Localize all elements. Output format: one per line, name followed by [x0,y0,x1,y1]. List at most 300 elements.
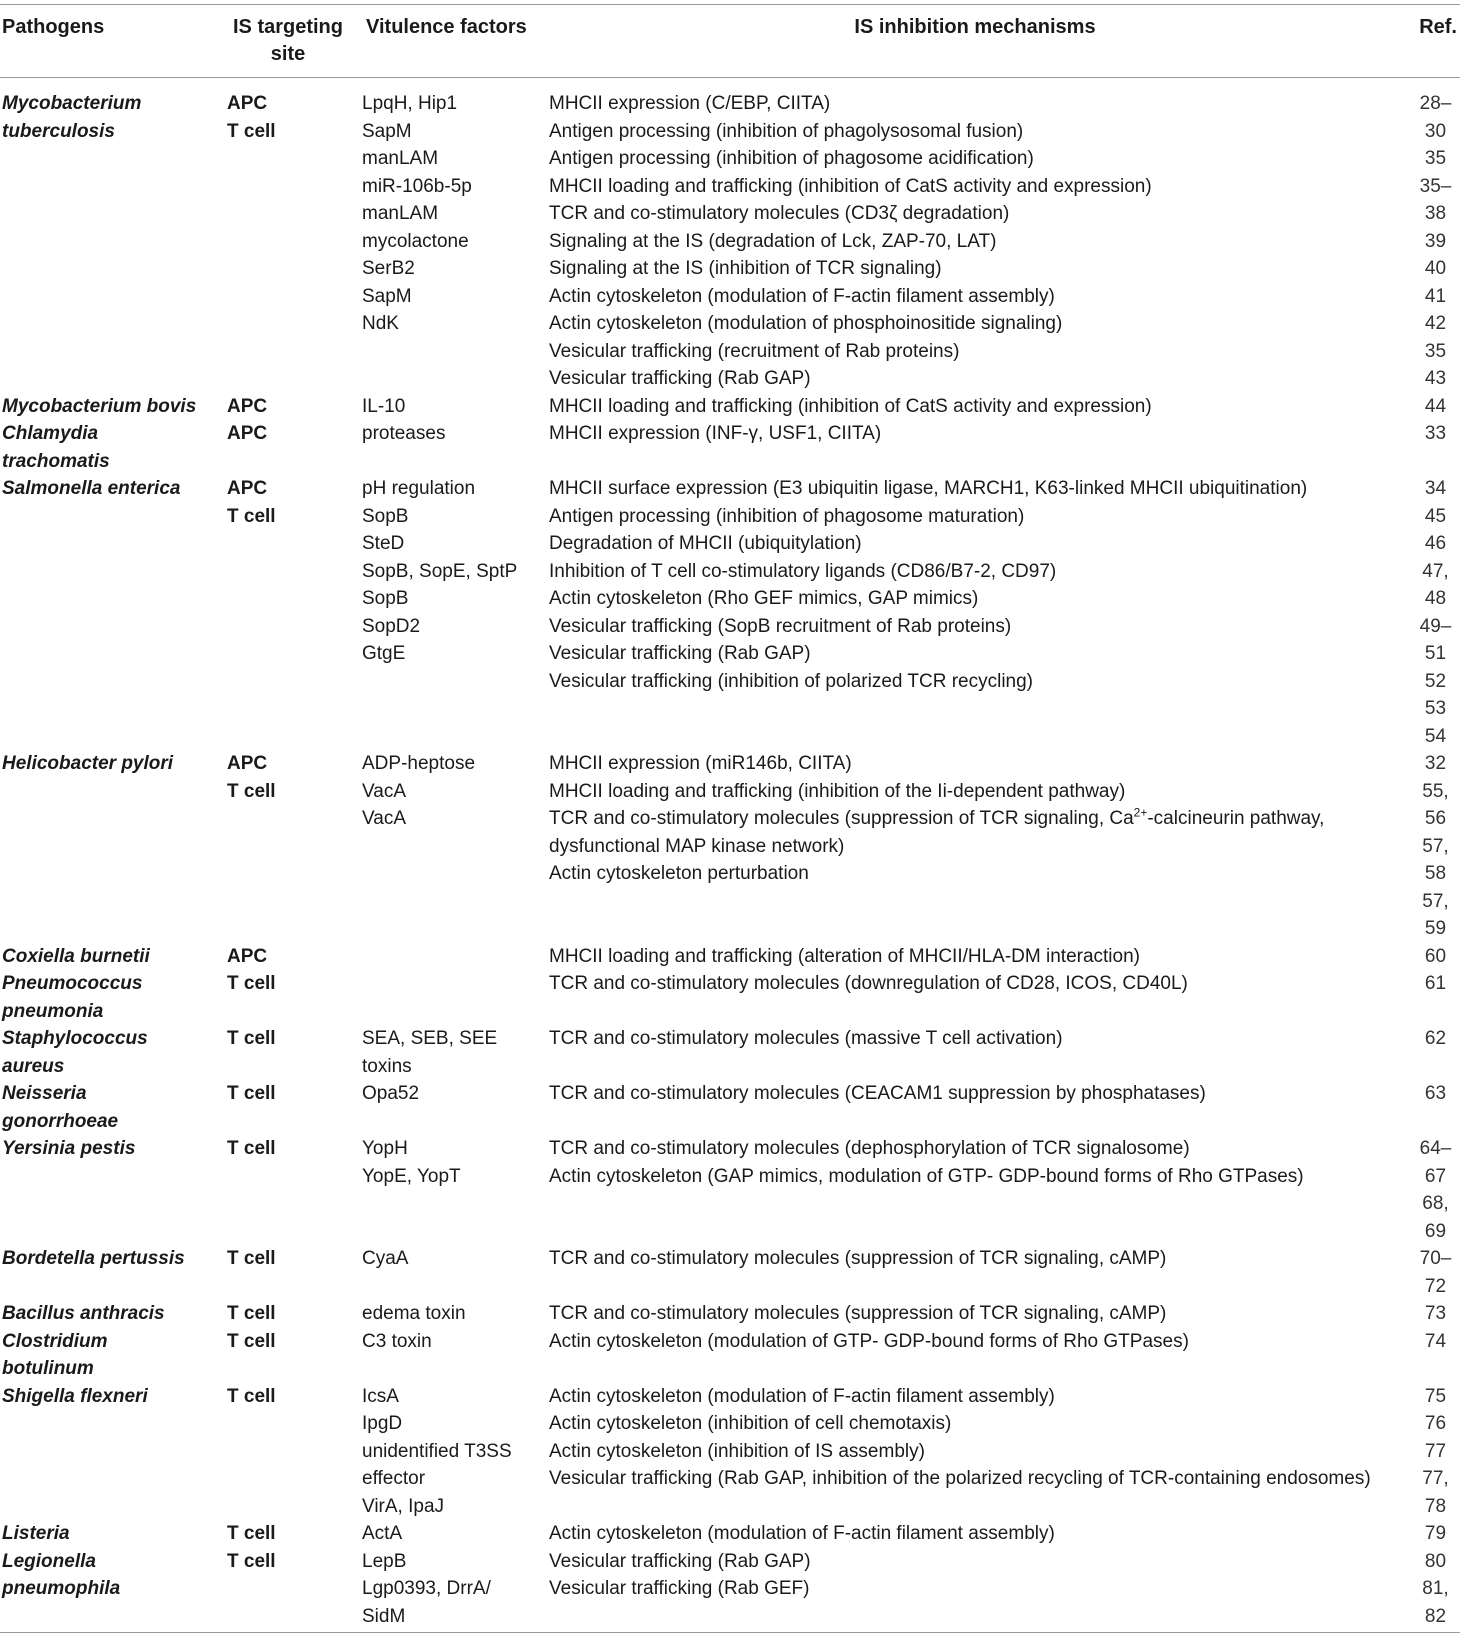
is-site-cell: T cell [227,973,276,994]
is-site-cell: T cell [227,1330,276,1352]
ref-cell: 78 [1424,1495,1447,1517]
pathogen-cell: Pneumococcus [2,973,143,994]
pathogen-cell: Coxiella burnetii [2,945,150,967]
table-row [0,888,1460,916]
pathogen-cell [0,778,227,806]
virulence-factor-cell: LpqH, Hip1 [362,93,458,114]
is-site-cell [227,640,362,668]
table-row [0,255,1460,283]
virulence-factor-cell [362,943,549,971]
ref-cell: 76 [1424,1413,1447,1434]
mechanism-cell: MHCII loading and trafficking (inhibition of CatS activity and expression) [549,175,1152,197]
table-row [0,420,1460,448]
pathogen-cell [0,255,227,283]
mechanism-cell: Vesicular trafficking (Rab GAP) [549,643,811,664]
virulence-factor-cell [362,888,549,916]
ref-cell: 63 [1424,1083,1447,1104]
table-row [0,695,1460,723]
pathogen-cell [0,1603,227,1631]
virulence-factor-cell: manLAM [362,148,439,169]
table-row [0,1383,1460,1411]
is-site-cell [227,173,362,201]
virulence-factor-cell [362,668,549,696]
table-row [0,1163,1460,1191]
virulence-factor-cell: proteases [362,423,446,444]
virulence-factor-cell: ADP-heptose [362,753,476,774]
ref-cell: 40 [1424,258,1447,279]
virulence-factor-cell [362,1355,549,1383]
is-site-cell [227,145,362,173]
table-row [0,723,1460,751]
table-row [0,1465,1460,1493]
pathogen-cell: Bordetella pertussis [2,1248,185,1269]
mechanism-cell [549,448,1411,476]
virulence-factor-cell: manLAM [362,203,439,224]
ref-cell: 57, [1422,890,1449,912]
mechanism-cell: Actin cytoskeleton (inhibition of cell chemotaxis) [549,1413,952,1434]
mechanism-cell: MHCII expression (INF-γ, USF1, CIITA) [549,423,882,444]
mechanism-cell: TCR and co-stimulatory molecules (dephosphorylation of TCR signalosome) [549,1138,1190,1159]
pathogen-cell: tuberculosis [2,120,115,142]
mechanism-text: TCR and co-stimulatory molecules (suppression of TCR signaling, Ca [549,808,1134,829]
is-site-cell [227,1218,362,1246]
pathogen-cell: Salmonella enterica [2,478,181,499]
table-row [0,585,1460,613]
ref-cell: 44 [1424,395,1447,417]
ref-cell: 55, [1422,780,1449,802]
table-row [0,173,1460,201]
table-row [0,1493,1460,1521]
is-site-cell: T cell [227,1385,276,1407]
is-site-cell [227,1190,362,1218]
is-site-cell [227,1438,362,1466]
ref-cell: 35 [1424,148,1447,169]
is-site-cell: T cell [227,1303,276,1324]
virulence-factor-cell: YopE, YopT [362,1165,461,1187]
virulence-factor-cell: GtgE [362,643,406,664]
is-site-cell [227,805,362,833]
table-row [0,1273,1460,1301]
ref-cell: 79 [1424,1523,1447,1544]
pathogen-cell: pneumophila [2,1578,121,1599]
table-row [0,640,1460,668]
pathogen-cell [0,723,227,751]
pathogen-cell [0,805,227,833]
is-site-cell: APC [227,478,268,499]
ref-cell: 72 [1424,1275,1447,1297]
is-site-cell [227,228,362,256]
virulence-factor-cell: Lgp0393, DrrA/ [362,1578,491,1599]
pathogen-cell [0,200,227,228]
mechanism-cell [549,1273,1411,1301]
mechanism-cell: Vesicular trafficking (Rab GEF) [549,1578,810,1599]
virulence-factor-cell: IcsA [362,1385,399,1407]
is-site-cell [227,1355,362,1383]
ref-cell: 67 [1424,1165,1447,1187]
ref-cell: 53 [1424,698,1447,719]
ref-cell: 64– [1419,1138,1452,1159]
pathogen-cell: Mycobacterium [2,93,142,114]
mechanism-text-continued: -calcineurin pathway, [1147,808,1325,829]
is-site-cell: APC [227,395,268,417]
table-row [0,613,1460,641]
virulence-factor-cell: SapM [362,120,412,142]
mechanism-cell: TCR and co-stimulatory molecules (CD3ζ degradation) [549,203,1010,224]
virulence-factor-cell: SopD2 [362,615,421,637]
pathogen-cell: Shigella flexneri [2,1385,148,1407]
mechanism-cell: Actin cytoskeleton perturbation [549,863,809,884]
is-site-cell [227,448,362,476]
pathogen-cell [0,228,227,256]
table-row [0,475,1460,503]
virulence-factor-cell: SopB [362,505,409,527]
mechanism-cell: MHCII loading and trafficking (inhibition of the Ii-dependent pathway) [549,780,1126,802]
virulence-factor-cell: CyaA [362,1248,409,1269]
mechanism-cell: MHCII loading and trafficking (alteration of MHCII/HLA-DM interaction) [549,945,1140,967]
pathogen-cell: Chlamydia [2,423,99,444]
table-row [0,833,1460,861]
pathogen-cell: Mycobacterium bovis [2,395,197,417]
is-site-cell [227,1053,362,1081]
mechanism-cell [549,1190,1411,1218]
table-row [0,1245,1460,1273]
ref-cell: 48 [1424,588,1447,609]
pathogen-cell: Neisseria [2,1083,87,1104]
mechanism-cell [549,805,1411,833]
virulence-factor-cell [362,915,549,943]
virulence-factor-cell: VirA, IpaJ [362,1495,445,1517]
pathogen-cell [0,1190,227,1218]
header-ref: Ref. [1419,16,1457,38]
mechanism-cell: Actin cytoskeleton (Rho GEF mimics, GAP mimics) [549,588,979,609]
ref-cell: 51 [1424,643,1447,664]
pathogen-cell [0,558,227,586]
virulence-factor-cell [362,833,549,861]
mechanism-cell: Actin cytoskeleton (modulation of GTP- GDP-bound forms of Rho GTPases) [549,1330,1189,1352]
is-site-cell [227,695,362,723]
is-site-cell [227,1465,362,1493]
is-site-cell [227,723,362,751]
virulence-factor-cell: SopB [362,588,409,609]
pathogen-cell: trachomatis [2,450,110,472]
superscript: 2+ [1133,805,1148,820]
mechanism-cell: TCR and co-stimulatory molecules (massive T cell activation) [549,1028,1063,1049]
pathogen-cell [0,915,227,943]
ref-cell: 41 [1424,285,1447,307]
virulence-factor-cell: SerB2 [362,258,415,279]
virulence-factor-cell [362,365,549,393]
table-row [0,145,1460,173]
mechanism-cell [549,1355,1411,1383]
mechanism-cell: TCR and co-stimulatory molecules (suppression of TCR signaling, cAMP) [549,1303,1167,1324]
is-site-cell [227,255,362,283]
is-site-cell [227,888,362,916]
virulence-factor-cell: toxins [362,1055,412,1077]
ref-cell: 56 [1424,808,1447,829]
mechanism-cell: Actin cytoskeleton (modulation of phosphoinositide signaling) [549,313,1063,334]
mechanism-cell: Vesicular trafficking (Rab GAP) [549,368,811,389]
table-row [0,750,1460,778]
virulence-factor-cell [362,695,549,723]
mechanism-cell: Vesicular trafficking (Rab GAP, inhibition of the polarized recycling of TCR-containing endosomes) [549,1468,1371,1489]
virulence-factor-cell [362,860,549,888]
pathogen-cell [0,338,227,366]
mechanism-cell: Signaling at the IS (inhibition of TCR signaling) [549,258,942,279]
ref-cell: 61 [1424,973,1447,994]
is-site-cell [227,1575,362,1603]
pathogen-cell: aureus [2,1055,65,1077]
virulence-factor-cell [362,1218,549,1246]
table-row [0,970,1460,998]
is-site-cell [227,860,362,888]
ref-cell: 59 [1424,918,1447,939]
pathogen-cell [0,668,227,696]
ref-cell: 42 [1424,313,1447,334]
mechanism-cell: Signaling at the IS (degradation of Lck, ZAP-70, LAT) [549,230,997,252]
table-row [0,1548,1460,1576]
table-row [0,365,1460,393]
table-row [0,1438,1460,1466]
virulence-factor-cell: SidM [362,1605,406,1627]
ref-cell: 60 [1424,945,1447,967]
mechanism-cell: Actin cytoskeleton (GAP mimics, modulation of GTP- GDP-bound forms of Rho GTPases) [549,1165,1304,1187]
header-is-inhibition-mechanisms: IS inhibition mechanisms [854,16,1096,38]
pathogen-cell [0,1438,227,1466]
ref-cell: 28– [1419,93,1452,114]
pathogen-cell [0,1273,227,1301]
mechanism-cell: Degradation of MHCII (ubiquitylation) [549,533,862,554]
pathogen-cell: gonorrhoeae [2,1110,119,1132]
is-site-cell [227,1410,362,1438]
table-row [0,1053,1460,1081]
mechanism-cell: MHCII expression (C/EBP, CIITA) [549,93,831,114]
mechanism-cell: TCR and co-stimulatory molecules (suppression of TCR signaling, cAMP) [549,1248,1167,1269]
table-row [0,943,1460,971]
virulence-factor-cell: mycolactone [362,230,469,252]
pathogen-cell: Staphylococcus [2,1028,148,1049]
table-row [0,283,1460,311]
table-row [0,228,1460,256]
virulence-factor-cell [362,1108,549,1136]
mechanism-cell: Vesicular trafficking (Rab GAP) [549,1550,811,1572]
table-row [0,393,1460,421]
ref-cell: 73 [1424,1303,1447,1324]
mechanism-cell [549,1108,1411,1136]
pathogen-cell [0,173,227,201]
mechanism-cell: Vesicular trafficking (recruitment of Rab proteins) [549,340,960,362]
ref-cell: 58 [1424,863,1447,884]
table-row [0,1603,1460,1631]
mechanism-cell: Antigen processing (inhibition of phagosome maturation) [549,505,1025,527]
is-site-cell [227,530,362,558]
virulence-factor-cell: SteD [362,533,405,554]
pathogen-cell [0,365,227,393]
mechanism-cell: dysfunctional MAP kinase network) [549,835,845,857]
is-site-cell [227,310,362,338]
pathogen-cell: Helicobacter pylori [2,753,174,774]
virulence-factor-cell [362,1190,549,1218]
pathogen-cell: Yersinia pestis [2,1138,136,1159]
pathogen-cell [0,640,227,668]
ref-cell [1411,1108,1460,1136]
is-site-cell [227,915,362,943]
header-is-targeting-site: IS targeting site [232,16,343,65]
table-row [0,1355,1460,1383]
mechanism-cell: TCR and co-stimulatory molecules (downregulation of CD28, ICOS, CD40L) [549,973,1188,994]
ref-cell: 81, [1422,1578,1449,1599]
pathogen-cell [0,833,227,861]
table-row [0,118,1460,146]
ref-cell: 77, [1422,1468,1449,1489]
mechanism-cell [549,1493,1411,1521]
mechanism-cell: Actin cytoskeleton (inhibition of IS assembly) [549,1440,925,1462]
ref-cell: 69 [1424,1220,1447,1242]
table-row [0,1108,1460,1136]
is-site-cell: APC [227,753,268,774]
pathogen-cell: Clostridium [2,1330,108,1352]
virulence-factor-cell [362,448,549,476]
mechanism-cell: Antigen processing (inhibition of phagosome acidification) [549,148,1034,169]
ref-cell: 75 [1424,1385,1447,1407]
mechanism-cell [549,1218,1411,1246]
virulence-factor-cell: Opa52 [362,1083,420,1104]
virulence-factor-cell [362,970,549,998]
mechanism-cell [549,915,1411,943]
table-row [0,1190,1460,1218]
virulence-factor-cell: C3 toxin [362,1330,432,1352]
pathogen-cell [0,888,227,916]
mechanism-cell: MHCII loading and trafficking (inhibition of CatS activity and expression) [549,395,1152,417]
ref-cell: 57, [1422,835,1449,857]
table-row [0,778,1460,806]
pathogen-cell: Bacillus anthracis [2,1303,165,1324]
header-virulence-factors: Vitulence factors [366,16,527,38]
ref-cell: 38 [1424,203,1447,224]
pathogen-cell [0,1163,227,1191]
is-site-cell [227,200,362,228]
table-row [0,1080,1460,1108]
is-site-cell: T cell [227,780,276,802]
ref-cell: 70– [1419,1248,1452,1269]
is-site-cell: T cell [227,1523,276,1544]
virulence-factor-cell: IL-10 [362,395,406,417]
ref-cell: 35 [1424,340,1447,362]
is-site-cell [227,283,362,311]
ref-cell: 54 [1424,725,1447,747]
mechanism-cell [549,888,1411,916]
table-row [0,668,1460,696]
ref-cell: 62 [1424,1028,1447,1049]
ref-cell: 33 [1424,423,1447,444]
table-row [0,1218,1460,1246]
is-site-cell [227,833,362,861]
is-site-cell [227,998,362,1026]
mechanism-cell [549,1053,1411,1081]
virulence-factor-cell: NdK [362,313,399,334]
is-site-cell: T cell [227,120,276,142]
is-site-cell: APC [227,945,268,967]
virulence-factor-cell: IpgD [362,1413,403,1434]
is-site-cell [227,558,362,586]
pathogen-cell [0,695,227,723]
pathogen-cell [0,145,227,173]
pathogen-cell: botulinum [2,1358,94,1379]
virulence-factor-cell [362,998,549,1026]
ref-cell: 45 [1424,505,1447,527]
virulence-factor-cell: effector [362,1468,426,1489]
ref-cell: 47, [1422,560,1449,582]
table-row [0,915,1460,943]
ref-cell: 80 [1424,1550,1447,1572]
mechanism-cell: Actin cytoskeleton (modulation of F-actin filament assembly) [549,285,1055,307]
pathogen-cell [0,1465,227,1493]
is-site-cell: T cell [227,1083,276,1104]
mechanism-cell [549,1603,1411,1631]
pathogen-cell [0,613,227,641]
ref-cell: 35– [1419,175,1452,197]
mechanism-cell: TCR and co-stimulatory molecules (CEACAM1 suppression by phosphatases) [549,1083,1206,1104]
virulence-factor-cell: VacA [362,780,407,802]
pathogen-cell: Legionella [2,1550,96,1572]
is-site-cell: T cell [227,1248,276,1269]
ref-cell: 68, [1422,1193,1449,1214]
is-site-cell [227,365,362,393]
table-row [0,1520,1460,1548]
virulence-factor-cell: LepB [362,1550,407,1572]
table-body [0,90,1460,1630]
is-site-cell: T cell [227,1028,276,1049]
virulence-factor-cell [362,1273,549,1301]
pathogen-cell [0,1410,227,1438]
mechanism-cell: MHCII surface expression (E3 ubiquitin ligase, MARCH1, K63-linked MHCII ubiquitination) [549,478,1308,499]
table-row [0,1410,1460,1438]
pathogen-cell [0,503,227,531]
virulence-factor-cell: unidentified T3SS [362,1440,512,1462]
table-row [0,90,1460,118]
ref-cell [1411,998,1460,1026]
table-row [0,503,1460,531]
ref-cell: 30 [1424,120,1447,142]
table-row [0,200,1460,228]
header-pathogens: Pathogens [2,16,105,38]
pathogen-cell: pneumonia [2,1000,104,1022]
pathogen-cell [0,530,227,558]
ref-cell: 52 [1424,670,1447,692]
table-row [0,338,1460,366]
virulence-factor-cell [362,723,549,751]
pathogen-cell [0,283,227,311]
is-site-cell [227,1163,362,1191]
table-row [0,1575,1460,1603]
ref-cell: 74 [1424,1330,1447,1352]
ref-cell [1411,448,1460,476]
pathogen-cell [0,1218,227,1246]
mechanism-cell: Vesicular trafficking (SopB recruitment of Rab proteins) [549,615,1012,637]
virulence-factor-cell: ActA [362,1523,403,1544]
table-row [0,1025,1460,1053]
table-row [0,1300,1460,1328]
is-site-cell [227,338,362,366]
is-site-cell [227,1493,362,1521]
is-site-cell: T cell [227,1138,276,1159]
mechanism-cell: Actin cytoskeleton (modulation of F-actin filament assembly) [549,1523,1055,1544]
virulence-factor-cell: SEA, SEB, SEE [362,1028,498,1049]
virulence-factor-cell: SapM [362,285,412,307]
table-row [0,448,1460,476]
pathogen-cell [0,1493,227,1521]
ref-cell: 43 [1424,368,1447,389]
mechanism-cell: Inhibition of T cell co-stimulatory ligands (CD86/B7-2, CD97) [549,560,1057,582]
